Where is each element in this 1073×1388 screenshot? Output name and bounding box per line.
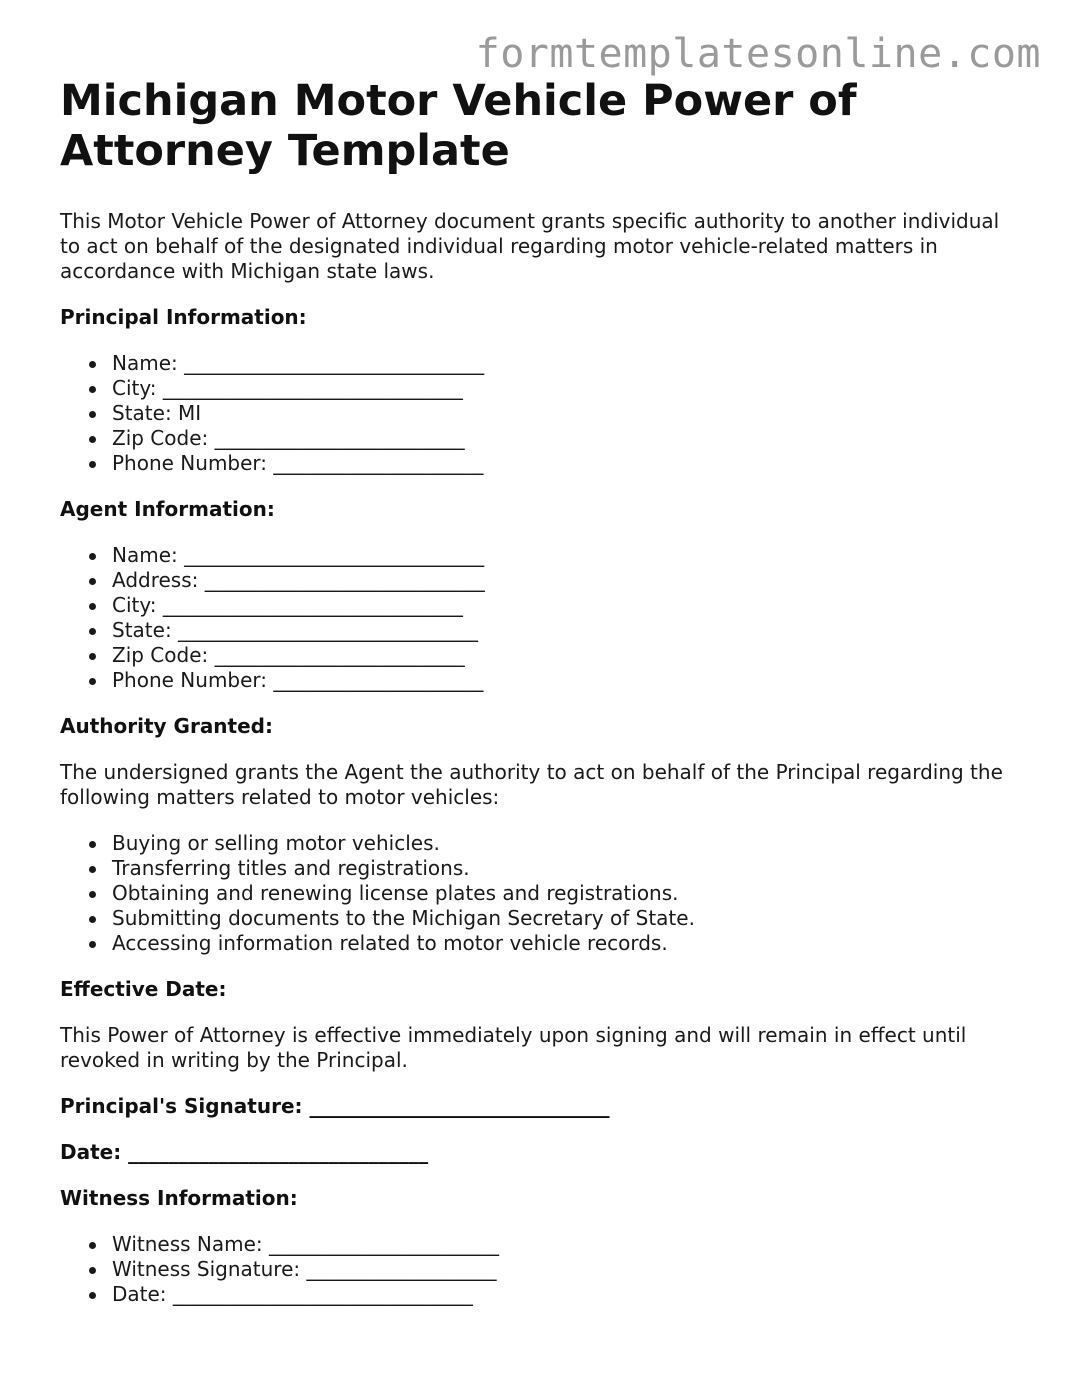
principal-name-field[interactable]: Name: ______________________________ <box>112 351 1020 376</box>
agent-heading: Agent Information: <box>60 497 275 521</box>
witness-date-field[interactable]: Date: ______________________________ <box>112 1282 1020 1307</box>
witness-signature-field[interactable]: Witness Signature: ___________________ <box>112 1257 1020 1282</box>
agent-fields <box>60 543 1020 693</box>
witness-heading: Witness Information: <box>60 1186 298 1210</box>
authority-item: Obtaining and renewing license plates and registrations. <box>112 881 1020 906</box>
agent-city-field[interactable]: City: ______________________________ <box>112 593 1020 618</box>
authority-item: Submitting documents to the Michigan Secretary of State. <box>112 906 1020 931</box>
agent-phone-field[interactable]: Phone Number: _____________________ <box>112 668 1020 693</box>
effective-date-heading: Effective Date: <box>60 977 227 1001</box>
authority-list <box>60 831 1020 956</box>
agent-state-field[interactable]: State: ______________________________ <box>112 618 1020 643</box>
intro-paragraph: This Motor Vehicle Power of Attorney document grants specific authority to another individual to act on behalf of the designated individual regarding motor vehicle-related matters in accordance with Michigan state laws. <box>60 209 1000 283</box>
document-page <box>60 76 1020 1328</box>
authority-item: Accessing information related to motor vehicle records. <box>112 931 1020 956</box>
principal-city-field[interactable]: City: ______________________________ <box>112 376 1020 401</box>
agent-zip-field[interactable]: Zip Code: _________________________ <box>112 643 1020 668</box>
principal-heading: Principal Information: <box>60 305 307 329</box>
effective-date-paragraph: This Power of Attorney is effective immediately upon signing and will remain in effect until revoked in writing by the Principal. <box>60 1023 967 1072</box>
witness-fields <box>60 1232 1020 1307</box>
principal-state-field: State: MI <box>112 401 1020 426</box>
witness-name-field[interactable]: Witness Name: _______________________ <box>112 1232 1020 1257</box>
principal-fields <box>60 351 1020 476</box>
watermark: formtemplatesonline.com <box>475 31 1041 77</box>
principal-signature-field[interactable]: Principal's Signature: ______________________________ <box>60 1094 610 1118</box>
authority-paragraph: The undersigned grants the Agent the authority to act on behalf of the Principal regarding the following matters related to motor vehicles: <box>60 760 1003 809</box>
signature-date-field[interactable]: Date: ______________________________ <box>60 1140 429 1164</box>
principal-phone-field[interactable]: Phone Number: _____________________ <box>112 451 1020 476</box>
agent-name-field[interactable]: Name: ______________________________ <box>112 543 1020 568</box>
authority-item: Transferring titles and registrations. <box>112 856 1020 881</box>
authority-item: Buying or selling motor vehicles. <box>112 831 1020 856</box>
authority-heading: Authority Granted: <box>60 714 273 738</box>
agent-address-field[interactable]: Address: ____________________________ <box>112 568 1020 593</box>
document-title: Michigan Motor Vehicle Power of Attorney Template <box>60 76 857 176</box>
principal-zip-field[interactable]: Zip Code: _________________________ <box>112 426 1020 451</box>
